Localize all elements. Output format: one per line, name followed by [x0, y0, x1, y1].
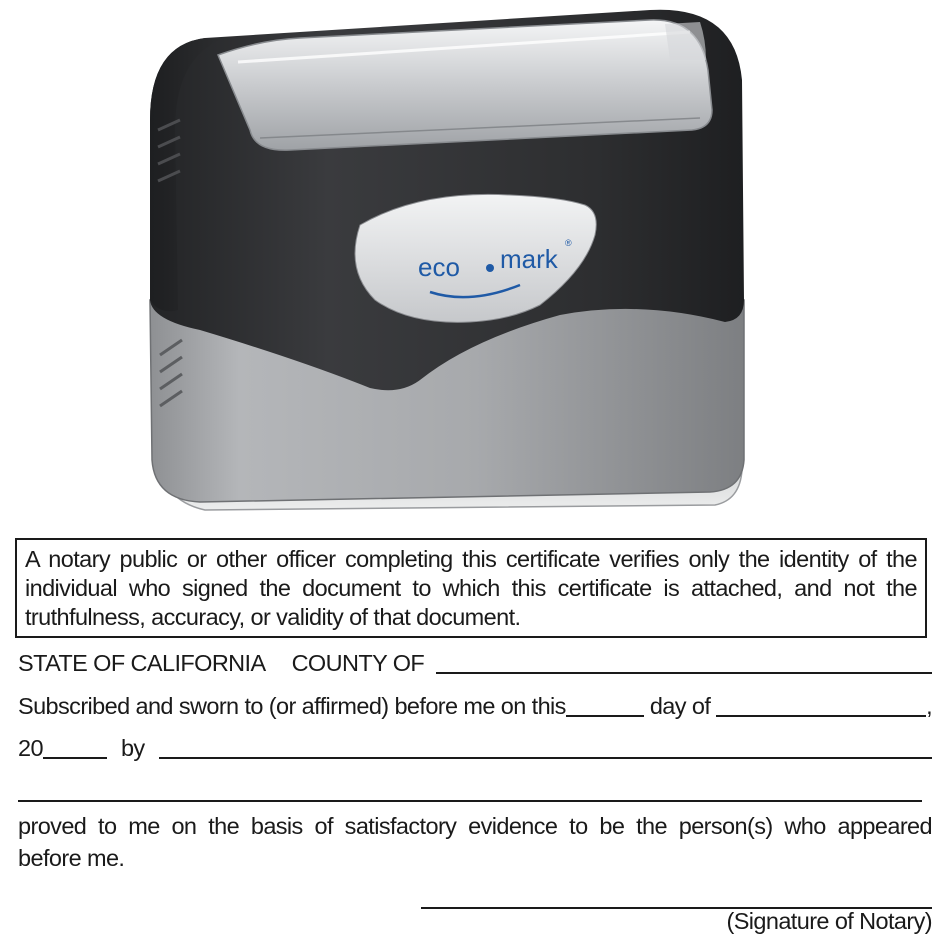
proved-line-2: before me.	[18, 845, 125, 871]
disclaimer-line-3: truthfulness, accuracy, or validity of that document.	[25, 604, 521, 630]
month-blank	[716, 693, 926, 717]
disclaimer-line-2: individual who signed the document to which this certificate is attached, and not the	[25, 575, 917, 601]
county-label: COUNTY OF	[291, 650, 425, 676]
brand-logo-mark: mark	[500, 244, 558, 274]
state-label: STATE OF CALIFORNIA	[18, 650, 266, 676]
svg-text:®: ®	[565, 238, 572, 248]
name-blank-2	[18, 778, 922, 802]
by-label: by	[120, 735, 145, 761]
day-blank	[566, 693, 644, 717]
signature-label: (Signature of Notary)	[726, 908, 932, 934]
name-blank	[159, 735, 932, 759]
brand-logo-eco: eco	[418, 252, 460, 282]
disclaimer-box	[15, 538, 927, 638]
subscribed-line	[18, 693, 932, 720]
year-by-line	[18, 735, 932, 762]
proved-text	[18, 810, 932, 874]
county-blank	[436, 650, 932, 674]
state-county-line	[18, 650, 932, 677]
notary-stamp-text	[0, 530, 950, 950]
disclaimer-line-1: A notary public or other officer completing this certificate verifies only the identity of the	[25, 546, 917, 572]
comma: ,	[926, 693, 932, 719]
year-prefix: 20	[18, 735, 43, 761]
year-blank	[43, 735, 107, 759]
day-of-label: day of	[649, 693, 711, 719]
name-continuation-line	[18, 778, 922, 805]
stamp-window	[218, 20, 712, 150]
proved-line-1: proved to me on the basis of satisfactory evidence to be the person(s) who appeared	[18, 813, 932, 839]
subscribed-label: Subscribed and sworn to (or affirmed) before me on this	[18, 693, 566, 719]
